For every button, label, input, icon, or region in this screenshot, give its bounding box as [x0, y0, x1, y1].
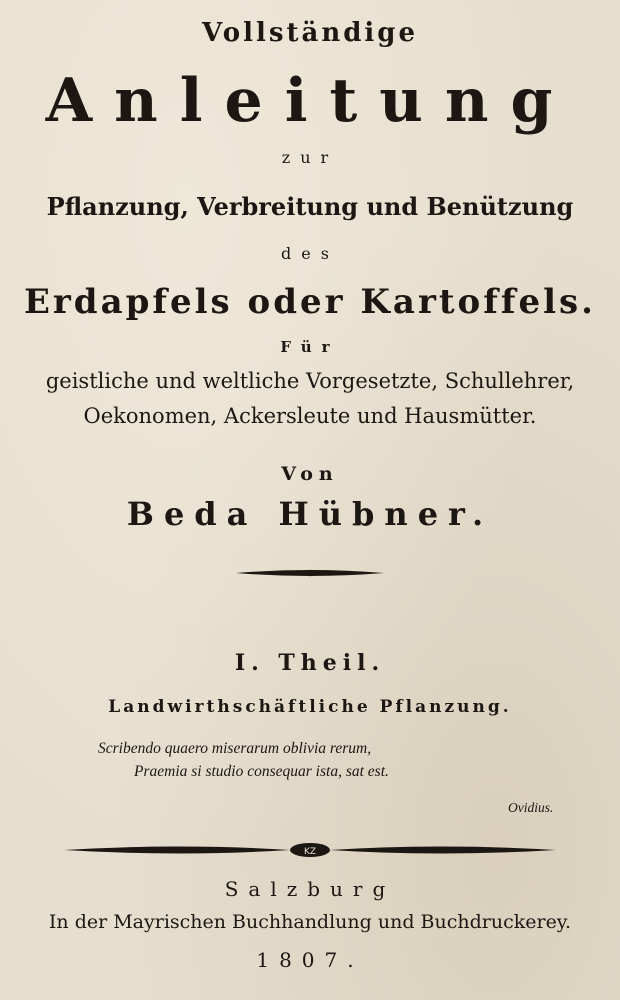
rule-monogram: KZ	[303, 847, 317, 857]
audience-line-2: Oekonomen, Ackersleute und Hausmütter.	[83, 404, 537, 428]
title-line-fuer: Für	[280, 338, 340, 356]
part-heading: I. Theil.	[234, 650, 386, 676]
top-ornament-rule	[236, 570, 384, 576]
epigraph-source: Ovidius.	[508, 800, 554, 815]
title-line-erdapfels: Erdapfels oder Kartoffels.	[23, 282, 597, 322]
part-subtitle: Landwirthschäftliche Pflanzung.	[108, 697, 512, 717]
epigraph-line-2: Praemia si studio consequar ista, sat est.	[134, 763, 389, 780]
imprint-publisher: In der Mayrischen Buchhandlung und Buchdruckerey.	[48, 911, 572, 933]
imprint-year: 1807.	[256, 948, 364, 972]
epigraph-line-1: Scribendo quaero miserarum oblivia rerum,	[98, 740, 372, 757]
title-line-zur: zur	[281, 148, 339, 167]
title-line-des: des	[281, 244, 339, 263]
author-name: Beda Hübner.	[126, 495, 494, 533]
title-line-anleitung: Anleitung	[45, 66, 575, 136]
bottom-ornament-rule	[64, 843, 556, 857]
audience-line-1: geistliche und weltliche Vorgesetzte, Schullehrer,	[45, 369, 575, 393]
by-line: Von	[281, 463, 339, 485]
title-line-vollstaendige: Vollständige	[201, 18, 419, 48]
imprint-place: Salzburg	[224, 877, 396, 901]
title-line-pflanzung: Pflanzung, Verbreitung und Benützung	[46, 192, 574, 221]
